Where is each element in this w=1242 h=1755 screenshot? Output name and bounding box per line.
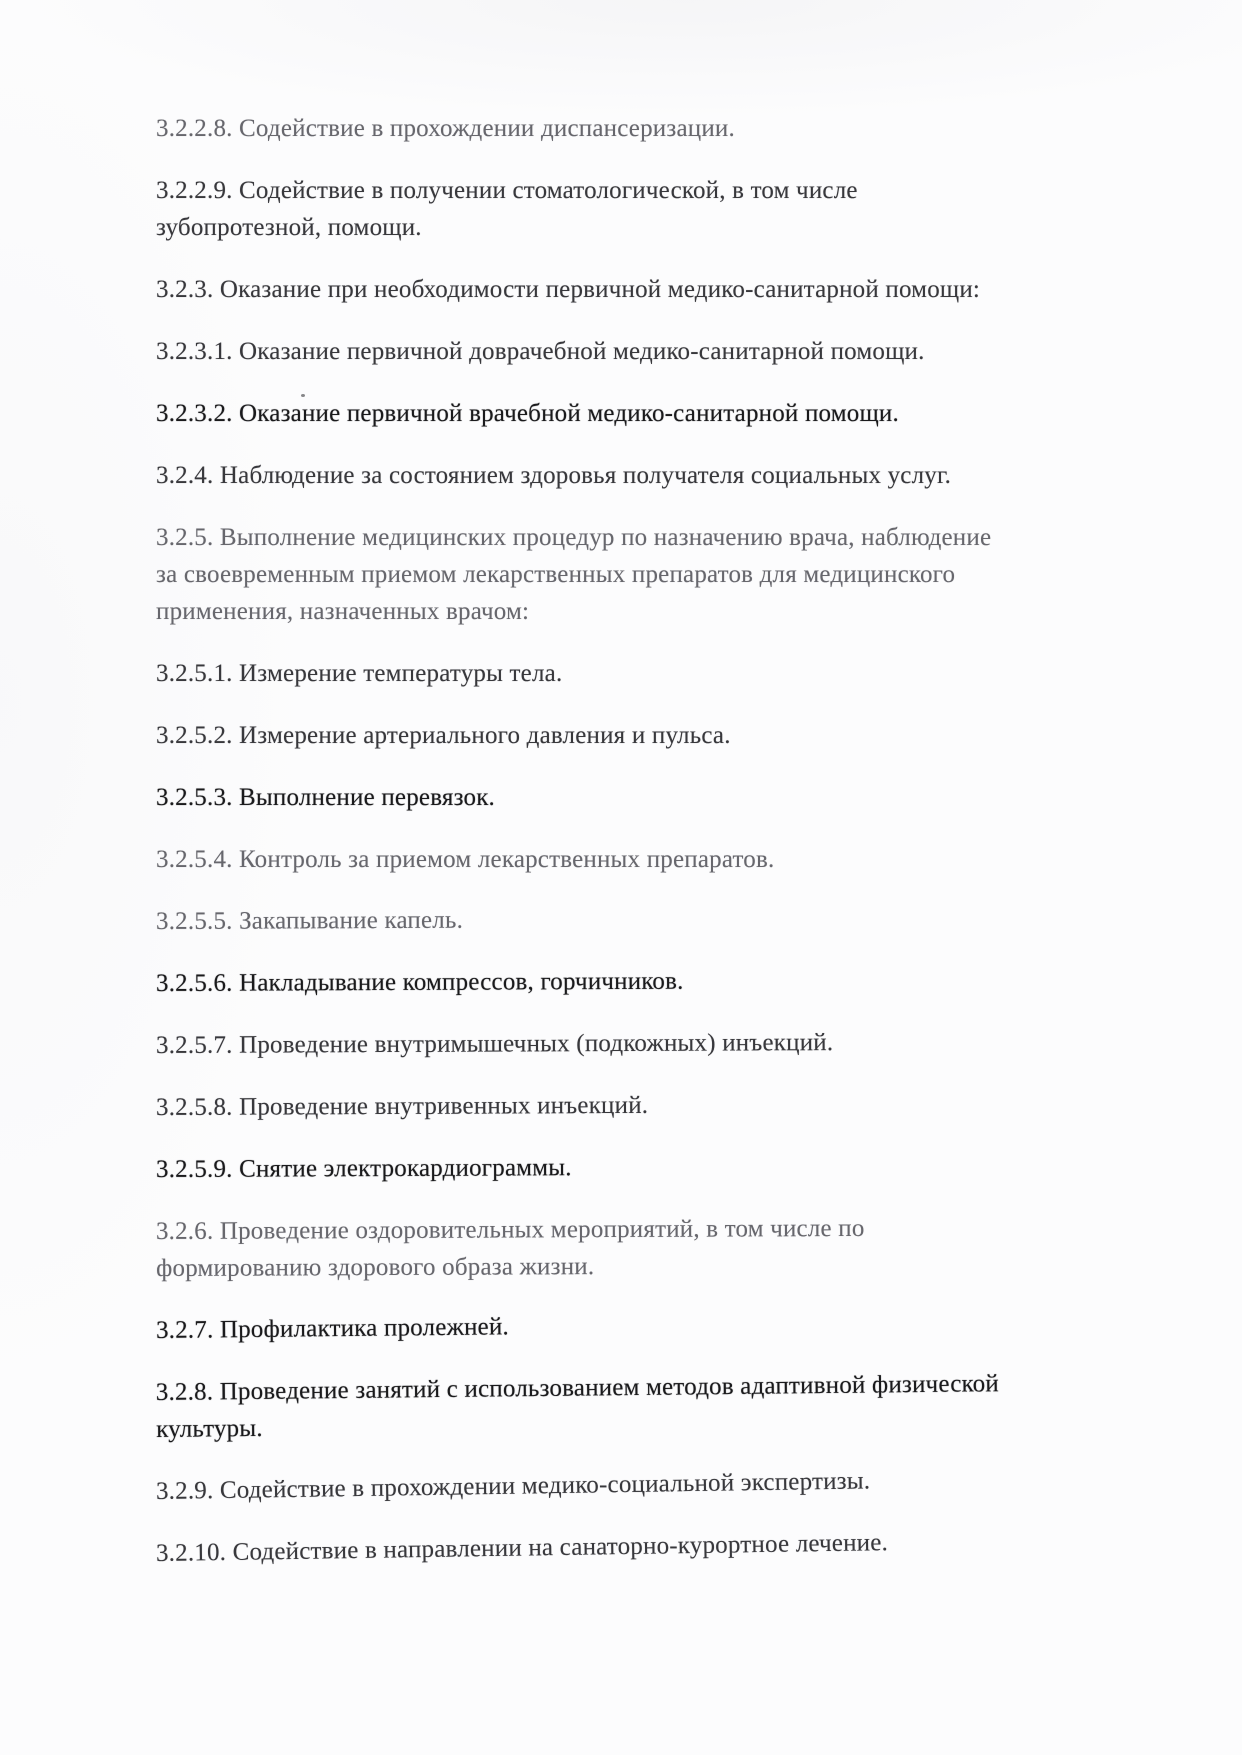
doc-line: 3.2.5.2. Измерение артериального давления и пульса. — [156, 722, 731, 749]
doc-line: 3.2.5.8. Проведение внутривенных инъекций. — [155, 1091, 649, 1121]
list-item-3-2-5-2 — [156, 717, 1196, 754]
list-item-3-2-9 — [156, 1458, 1196, 1510]
list-item-3-2-10 — [156, 1520, 1196, 1572]
doc-line: 3.2.9. Содействие в прохождении медико-социальной экспертизы. — [155, 1467, 871, 1505]
doc-line: 3.2.8. Проведение занятий с использованием методов адаптивной физической — [155, 1370, 1000, 1407]
list-item-3-2-8 — [156, 1363, 1197, 1448]
doc-line: 3.2.3.1. Оказание первичной доврачебной медико-санитарной помощи. — [156, 338, 925, 365]
doc-line: применения, назначенных врачом: — [156, 598, 530, 625]
doc-line: 3.2.2.9. Содействие в получении стоматологической, в том числе — [156, 177, 858, 204]
list-item-3-2-5 — [156, 519, 1196, 630]
list-item-3-2-5-8 — [156, 1084, 1196, 1126]
doc-line: 3.2.7. Профилактика пролежней. — [155, 1313, 510, 1344]
doc-line: культуры. — [156, 1414, 263, 1443]
list-item-3-2-5-1 — [156, 655, 1196, 692]
doc-line: 3.2.2.8. Содействие в прохождении диспансеризации. — [156, 115, 735, 142]
doc-line: формированию здорового образа жизни. — [156, 1253, 595, 1282]
doc-line: 3.2.5.9. Снятие электрокардиограммы. — [155, 1154, 572, 1183]
list-item-3-2-5-5 — [156, 898, 1196, 940]
scan-speck-artifact — [301, 394, 305, 397]
list-item-3-2-3-1 — [156, 333, 1196, 370]
doc-line: 3.2.4. Наблюдение за состоянием здоровья получателя социальных услуг. — [156, 462, 952, 489]
list-item-3-2-2-9 — [156, 172, 1196, 246]
list-item-3-2-5-9 — [156, 1146, 1196, 1188]
doc-line: за своевременным приемом лекарственных препаратов для медицинского — [156, 561, 956, 588]
doc-line: 3.2.5.7. Проведение внутримышечных (подкожных) инъекций. — [155, 1029, 834, 1059]
doc-line: 3.2.3. Оказание при необходимости первичной медико-санитарной помощи: — [156, 276, 981, 303]
doc-line: 3.2.5.4. Контроль за приемом лекарственных препаратов. — [156, 846, 775, 873]
doc-line: 3.2.5.1. Измерение температуры тела. — [156, 660, 563, 687]
doc-line: 3.2.5. Выполнение медицинских процедур по назначению врача, наблюдение — [156, 524, 992, 551]
list-item-3-2-2-8 — [156, 110, 1196, 147]
list-item-3-2-7 — [156, 1301, 1196, 1349]
doc-line: 3.2.5.3. Выполнение перевязок. — [156, 784, 495, 811]
doc-line: 3.2.3.2. Оказание первичной врачебной медико-санитарной помощи. — [156, 400, 899, 427]
doc-line: 3.2.5.6. Накладывание компрессов, горчичников. — [155, 967, 684, 997]
list-item-3-2-5-6 — [156, 960, 1196, 1002]
doc-line: 3.2.6. Проведение оздоровительных мероприятий, в том числе по — [155, 1214, 865, 1245]
doc-line: 3.2.10. Содействие в направлении на санаторно-курортное лечение. — [155, 1529, 889, 1567]
list-item-3-2-5-7 — [156, 1022, 1196, 1064]
list-item-3-2-5-3 — [156, 779, 1196, 816]
list-item-3-2-3-2 — [156, 395, 1196, 432]
list-item-3-2-5-4 — [156, 841, 1196, 878]
list-item-3-2-6 — [156, 1208, 1196, 1287]
list-item-3-2-4 — [156, 457, 1196, 494]
doc-line: зубопротезной, помощи. — [156, 214, 422, 241]
list-item-3-2-3 — [156, 271, 1196, 308]
doc-line: 3.2.5.5. Закапывание капель. — [155, 906, 464, 935]
